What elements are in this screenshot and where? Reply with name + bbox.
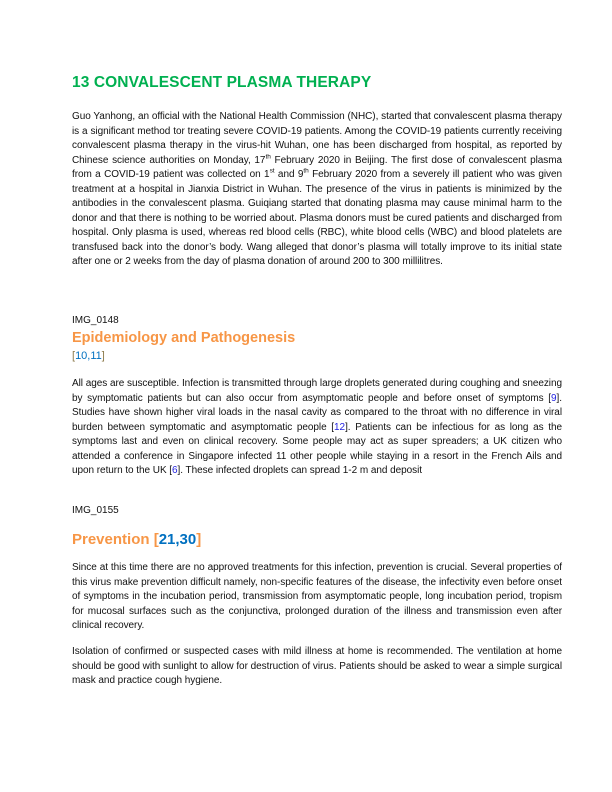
paragraph-text: ]. These infected droplets can spread 1-2 m and deposit	[177, 465, 422, 477]
citation-link[interactable]: 10,11	[75, 350, 102, 362]
ordinal-superscript: st	[269, 167, 275, 175]
image-label: IMG_0155	[72, 505, 119, 516]
paragraph-text: Isolation of confirmed or suspected cases with mild illness at home is recommended. The ventilation at home should be good with sunlight to allow for destruction of virus. Patients should be asked to wear a simple surgical mask and practice cough hygiene.	[72, 646, 562, 687]
bracket-open: [	[153, 531, 159, 548]
paragraph-text: ]. Studies have shown higher viral loads in the nasal cavity as compared to the throat with no difference in viral burden between symptomatic and asymptomatic people [	[72, 392, 562, 433]
citation-link[interactable]: 21,30	[158, 531, 197, 548]
paragraph-text: ]. Patients can be infectious for as long as the symptoms last and even on clinical recovery. Some people may act as super spreaders; a UK citizen who attended a conference in Singapore infected 11 other people while staying in a resort in the French Ails and upon return to the UK [	[72, 421, 563, 477]
bracket-close: ]	[196, 531, 202, 548]
image-label: IMG_0148	[72, 315, 119, 326]
paragraph-text: Guo Yanhong, an official with the National Health Commission (NHC), started that convalescent plasma therapy is a significant method tor treating severe COVID-19 patients. Among the COVID-19 patients currently receiving convalescent plasma therapy in the virus-hit Wuhan, one has been discharged from hospital, as reported by Chinese science authorities on Monday, 17	[72, 111, 562, 166]
paragraph-text: February 2020 from a severely ill patient who was given treatment at a hospital in Jianxia District in Wuhan. The presence of the virus in patients is minimized by the antibodies in the convalescent plasma. Guiqiang started that donating plasma may cause minimal harm to the donor and that there is nothing to be worried about. Plasma donors must be cured patients and discharged from hospital. Only plasma is used, whereas red blood cells (RBC), white blood cells (WBC) and blood platelets are transfused back into the donor’s body. Wang alleged that donor’s plasma will totally improve to its initial state after one or 2 weeks from the day of plasma donation of around 200 to 300 millilitres.	[72, 169, 562, 268]
citation-link[interactable]: 12	[334, 421, 346, 433]
section-title: 13 CONVALESCENT PLASMA THERAPY	[72, 74, 372, 91]
ordinal-superscript: th	[265, 153, 271, 161]
heading-prevention	[72, 531, 562, 548]
heading-citation	[72, 350, 562, 362]
bracket-open: [	[72, 350, 76, 362]
paragraph-text: February 2020 in Beijing. The first dose of convalescent plasma from a COVID-19 patient was collected on 1	[72, 154, 563, 181]
heading-epidemiology: Epidemiology and Pathogenesis	[72, 330, 296, 346]
paragraph-text: All ages are susceptible. Infection is transmitted through large droplets generated during coughing and sneezing by symptomatic patients but can also occur from asymptomatic people and before onset of symptoms [	[72, 378, 562, 404]
paragraph-convalescent-plasma	[72, 110, 562, 270]
paragraph-isolation	[72, 645, 562, 689]
citation-link[interactable]: 6	[172, 465, 178, 477]
bracket-close: ]	[101, 350, 105, 362]
citation-link[interactable]: 9	[551, 392, 557, 404]
ordinal-superscript: th	[303, 167, 309, 175]
heading-text: Prevention	[72, 531, 154, 548]
paragraph-epidemiology	[72, 377, 562, 479]
paragraph-prevention	[72, 561, 562, 634]
paragraph-text: and 9	[274, 169, 304, 181]
paragraph-text: Since at this time there are no approved treatments for this infection, prevention is crucial. Several properties of this virus make prevention difficult namely, non-specific features of the disease, the infectivity even before onset of symptoms in the incubation period, transmission from asymptomatic people, long incubation period, tropism for mucosal surfaces such as the conjunctiva, prolonged duration of the illness and transmission even after clinical recovery.	[72, 562, 562, 632]
